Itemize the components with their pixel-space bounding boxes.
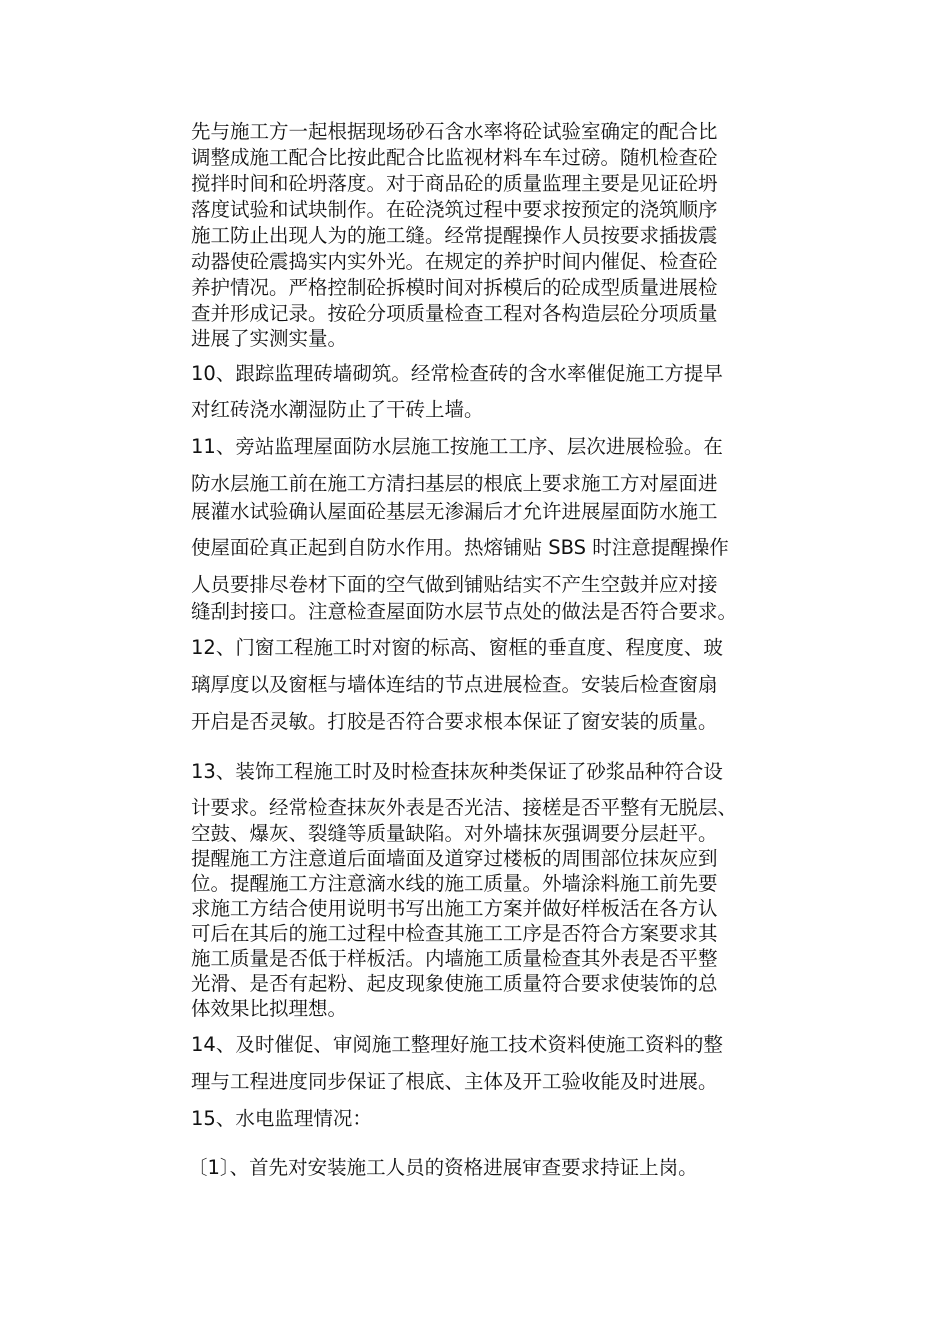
paragraph-13-line: 求施工方结合使用说明书写出施工方案并做好样板活在各方认 <box>191 897 718 920</box>
text-line: 动器使砼震捣实内实外光。在规定的养护时间内催促、检查砼 <box>191 250 718 273</box>
paragraph-13-line: 位。提醒施工方注意滴水线的施工质量。外墙涂料施工前先要 <box>191 872 718 895</box>
paragraph-10-line: 10、跟踪监理砖墙砌筑。经常检查砖的含水率催促施工方提早 <box>191 362 723 385</box>
paragraph-11-line: 缝刮封接口。注意检查屋面防水层节点处的做法是否符合要求。 <box>191 600 738 623</box>
paragraph-14-line: 14、及时催促、审阅施工整理好施工技术资料使施工资料的整 <box>191 1033 723 1056</box>
text-line: 施工防止出现人为的施工缝。经常提醒操作人员按要求插拔震 <box>191 224 718 247</box>
paragraph-13-line: 光滑、是否有起粉、起皮现象使施工质量符合要求使装饰的总 <box>191 972 718 995</box>
text-line: 先与施工方一起根据现场砂石含水率将砼试验室确定的配合比 <box>191 120 718 143</box>
paragraph-12-line: 开启是否灵敏。打胶是否符合要求根本保证了窗安装的质量。 <box>191 710 718 733</box>
paragraph-10-line: 对红砖浇水潮湿防止了干砖上墙。 <box>191 398 484 421</box>
paragraph-13-line: 空鼓、爆灰、裂缝等质量缺陷。对外墙抹灰强调要分层赶平。 <box>191 822 718 845</box>
paragraph-13-line: 体效果比拟理想。 <box>191 997 348 1020</box>
paragraph-11-line: 防水层施工前在施工方清扫基层的根底上要求施工方对屋面进 <box>191 472 718 495</box>
text-line: 查并形成记录。按砼分项质量检查工程对各构造层砼分项质量 <box>191 302 718 325</box>
text-line: 搅拌时间和砼坍落度。对于商品砼的质量监理主要是见证砼坍 <box>191 172 718 195</box>
text-line: 进展了实测实量。 <box>191 327 348 350</box>
text-line: 落度试验和试块制作。在砼浇筑过程中要求按预定的浇筑顺序 <box>191 198 718 221</box>
text-line: 调整成施工配合比按此配合比监视材料车车过磅。随机检查砼 <box>191 146 718 169</box>
paragraph-14-line: 理与工程进度同步保证了根底、主体及开工验收能及时进展。 <box>191 1070 718 1093</box>
paragraph-11-line: 人员要排尽卷材下面的空气做到铺贴结实不产生空鼓并应对接 <box>191 573 718 596</box>
paragraph-13-line: 可后在其后的施工过程中检查其施工工序是否符合方案要求其 <box>191 922 718 945</box>
text-line: 养护情况。严格控制砼拆模时间对拆模后的砼成型质量进展检 <box>191 276 718 299</box>
paragraph-12-line: 12、门窗工程施工时对窗的标高、窗框的垂直度、程度度、玻 <box>191 636 723 659</box>
paragraph-11-line: 11、旁站监理屋面防水层施工按施工工序、层次进展检验。在 <box>191 435 723 458</box>
paragraph-13-line: 施工质量是否低于样板活。内墙施工质量检查其外表是否平整 <box>191 947 718 970</box>
paragraph-11-line: 使屋面砼真正起到自防水作用。热熔铺贴 SBS 时注意提醒操作 <box>191 536 729 559</box>
paragraph-15-item-1: 〔1〕、首先对安装施工人员的资格进展审查要求持证上岗。 <box>188 1156 698 1179</box>
paragraph-13-line: 计要求。经常检查抹灰外表是否光洁、接槎是否平整有无脱层、 <box>191 796 738 819</box>
paragraph-13-line: 13、装饰工程施工时及时检查抹灰种类保证了砂浆品种符合设 <box>191 760 723 783</box>
paragraph-12-line: 璃厚度以及窗框与墙体连结的节点进展检查。安装后检查窗扇 <box>191 673 718 696</box>
paragraph-11-line: 展灌水试验确认屋面砼基层无渗漏后才允许进展屋面防水施工 <box>191 500 718 523</box>
paragraph-13-line: 提醒施工方注意道后面墙面及道穿过楼板的周围部位抹灰应到 <box>191 847 718 870</box>
paragraph-15-heading: 15、水电监理情况： <box>191 1107 372 1130</box>
